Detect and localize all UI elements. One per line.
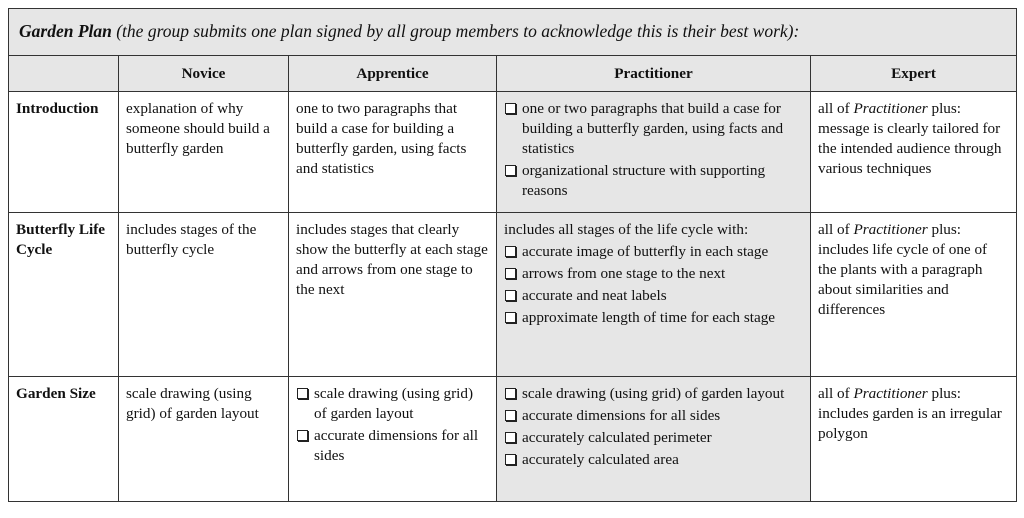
expert-rest: plus: includes garden is an irregular polygon xyxy=(818,385,1002,442)
header-blank xyxy=(9,56,119,92)
table-row xyxy=(9,92,1017,213)
checkbox-icon xyxy=(505,454,516,465)
rubric-title-rest: (the group submits one plan signed by all group members to acknowledge this is their best work): xyxy=(111,21,800,41)
list-item xyxy=(504,286,803,306)
checkbox-icon xyxy=(505,388,516,399)
checklist-text: accurate dimensions for all sides xyxy=(522,407,721,424)
list-item xyxy=(296,426,489,466)
checkbox-icon xyxy=(505,268,516,279)
checkbox-icon xyxy=(505,290,516,301)
header-practitioner: Practitioner xyxy=(497,56,811,92)
checkbox-icon xyxy=(505,246,516,257)
header-novice: Novice xyxy=(119,56,289,92)
rubric-table xyxy=(8,8,1017,502)
list-item xyxy=(504,308,803,328)
rubric-title-bold: Garden Plan xyxy=(19,21,112,41)
expert-cell xyxy=(811,92,1017,213)
checklist-text: one or two paragraphs that build a case for building a butterfly garden, using facts and statistics xyxy=(522,100,784,157)
list-item xyxy=(504,428,803,448)
list-item xyxy=(504,450,803,470)
checklist-text: accurately calculated area xyxy=(522,451,679,468)
list-item xyxy=(504,99,803,159)
checkbox-icon xyxy=(297,388,308,399)
practitioner-cell xyxy=(497,213,811,377)
checklist-text: accurate dimensions for all sides xyxy=(314,427,479,464)
practitioner-cell xyxy=(497,377,811,502)
row-label-garden-size: Garden Size xyxy=(9,377,119,502)
checkbox-icon xyxy=(505,103,516,114)
checkbox-icon xyxy=(505,165,516,176)
apprentice-cell: includes stages that clearly show the butterfly at each stage and arrows from one stage to the next xyxy=(289,213,497,377)
header-apprentice: Apprentice xyxy=(289,56,497,92)
table-row xyxy=(9,377,1017,502)
expert-rest: plus: message is clearly tailored for the intended audience through various techniques xyxy=(818,100,1002,177)
header-row xyxy=(9,56,1017,92)
expert-emph: Practitioner xyxy=(853,221,928,238)
expert-cell xyxy=(811,377,1017,502)
novice-cell: includes stages of the butterfly cycle xyxy=(119,213,289,377)
apprentice-cell: one to two paragraphs that build a case for building a butterfly garden, using facts and statistics xyxy=(289,92,497,213)
practitioner-lead: includes all stages of the life cycle with: xyxy=(504,221,749,238)
table-row xyxy=(9,213,1017,377)
expert-prefix: all of xyxy=(818,100,854,117)
checkbox-icon xyxy=(505,410,516,421)
checklist-text: scale drawing (using grid) of garden layout xyxy=(314,385,474,422)
checklist xyxy=(296,384,489,466)
checklist xyxy=(504,242,803,328)
row-label-butterfly-life-cycle: Butterfly Life Cycle xyxy=(9,213,119,377)
expert-prefix: all of xyxy=(818,221,854,238)
row-label-introduction: Introduction xyxy=(9,92,119,213)
expert-rest: plus: includes life cycle of one of the plants with a paragraph about similarities and differences xyxy=(818,221,988,318)
checklist xyxy=(504,384,803,470)
expert-cell xyxy=(811,213,1017,377)
checkbox-icon xyxy=(505,312,516,323)
novice-cell: explanation of why someone should build a butterfly garden xyxy=(119,92,289,213)
checklist-text: organizational structure with supporting reasons xyxy=(522,162,766,199)
checklist xyxy=(504,99,803,201)
checklist-text: scale drawing (using grid) of garden layout xyxy=(522,385,785,402)
expert-prefix: all of xyxy=(818,385,854,402)
list-item xyxy=(504,384,803,404)
checklist-text: accurate image of butterfly in each stage xyxy=(522,243,769,260)
checklist-text: accurate and neat labels xyxy=(522,287,667,304)
list-item xyxy=(504,242,803,262)
header-expert: Expert xyxy=(811,56,1017,92)
checkbox-icon xyxy=(297,430,308,441)
checkbox-icon xyxy=(505,432,516,443)
garden-plan-rubric xyxy=(8,8,1016,502)
expert-emph: Practitioner xyxy=(853,385,928,402)
apprentice-cell xyxy=(289,377,497,502)
checklist-text: approximate length of time for each stage xyxy=(522,309,776,326)
expert-emph: Practitioner xyxy=(853,100,928,117)
checklist-text: accurately calculated perimeter xyxy=(522,429,712,446)
list-item xyxy=(296,384,489,424)
list-item xyxy=(504,406,803,426)
practitioner-cell xyxy=(497,92,811,213)
list-item xyxy=(504,264,803,284)
rubric-title xyxy=(9,9,1017,56)
checklist-text: arrows from one stage to the next xyxy=(522,265,726,282)
novice-cell: scale drawing (using grid) of garden layout xyxy=(119,377,289,502)
list-item xyxy=(504,161,803,201)
